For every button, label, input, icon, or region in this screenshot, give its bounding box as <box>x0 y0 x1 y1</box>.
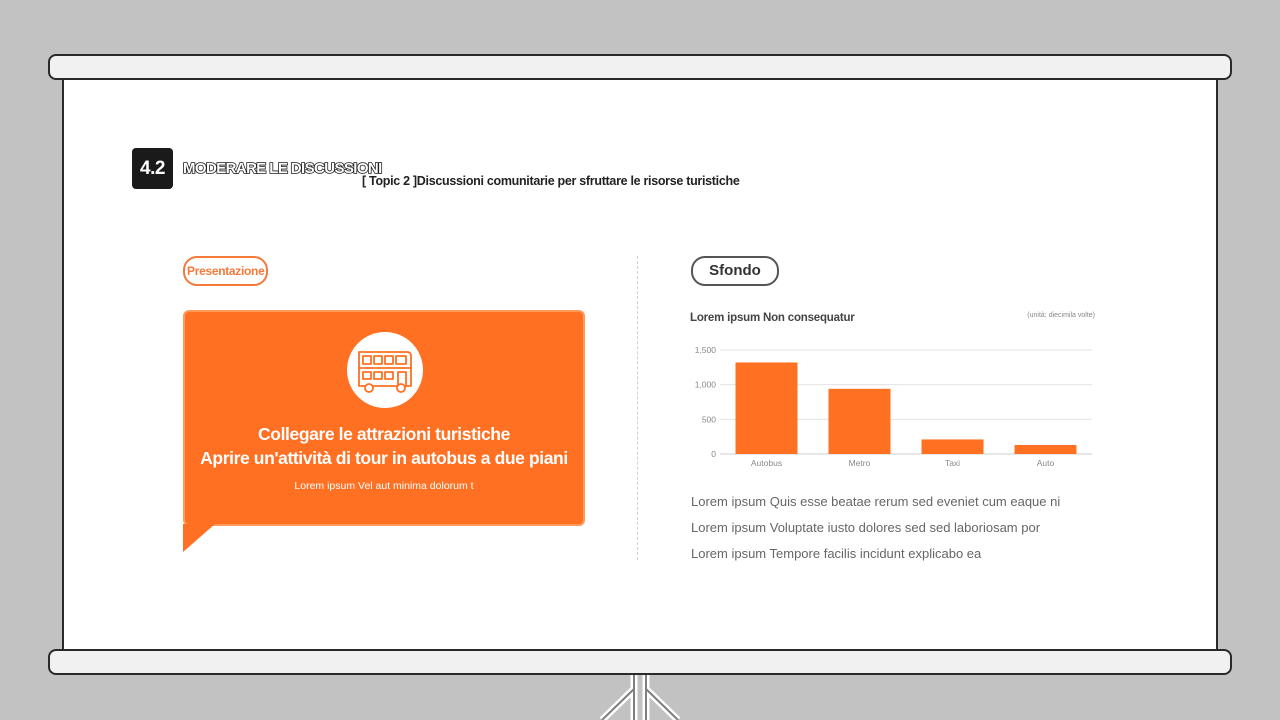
body-text-line-3: Lorem ipsum Tempore facilis incidunt explicabo ea <box>691 546 982 561</box>
y-tick-label: 500 <box>701 414 716 425</box>
section-number-badge: 4.2 <box>132 148 173 189</box>
presentation-pill: Presentazione <box>183 256 268 286</box>
x-tick-label: Metro <box>848 458 871 468</box>
chart-title: Lorem ipsum Non consequatur <box>690 312 855 324</box>
body-text-line-2: Lorem ipsum Voluptate iusto dolores sed sed laboriosam por <box>691 520 1041 535</box>
x-tick-label: Auto <box>1036 458 1055 468</box>
tripod-legs <box>598 675 682 720</box>
y-tick-label: 1,500 <box>694 345 716 355</box>
bar-taxi <box>922 439 984 454</box>
x-tick-label: Autobus <box>750 458 783 468</box>
bubble-title <box>183 422 585 470</box>
bubble-title-line-1: Collegare le attrazioni turistiche <box>258 424 510 444</box>
bar-autobus <box>736 362 798 454</box>
y-tick-label: 0 <box>711 449 716 459</box>
chart-unit-note: (unità: diecimila volte) <box>1027 312 1095 319</box>
column-divider <box>637 256 638 560</box>
bar-auto <box>1015 445 1077 454</box>
body-text-line-1: Lorem ipsum Quis esse beatae rerum sed eveniet cum eaque ni <box>691 494 1061 509</box>
screen-top-roller <box>48 54 1232 80</box>
double-decker-bus-icon <box>347 332 423 408</box>
bus-icon-circle <box>347 332 423 408</box>
bar-metro <box>829 389 891 454</box>
bubble-subtitle: Lorem ipsum Vel aut minima dolorum t <box>294 480 474 492</box>
screen-bottom-roller <box>48 649 1232 675</box>
topic-heading: [ Topic 2 ]Discussioni comunitarie per sfruttare le risorse turistiche <box>362 174 740 188</box>
section-title: MODERARE LE DISCUSSIONI <box>183 160 382 177</box>
x-tick-label: Taxi <box>944 458 961 468</box>
speech-bubble-tail <box>183 524 215 552</box>
background-pill: Sfondo <box>691 256 779 286</box>
bar-chart <box>680 338 1100 473</box>
bubble-title-line-2: Aprire un'attività di tour in autobus a due piani <box>200 448 568 468</box>
y-tick-label: 1,000 <box>694 379 716 390</box>
